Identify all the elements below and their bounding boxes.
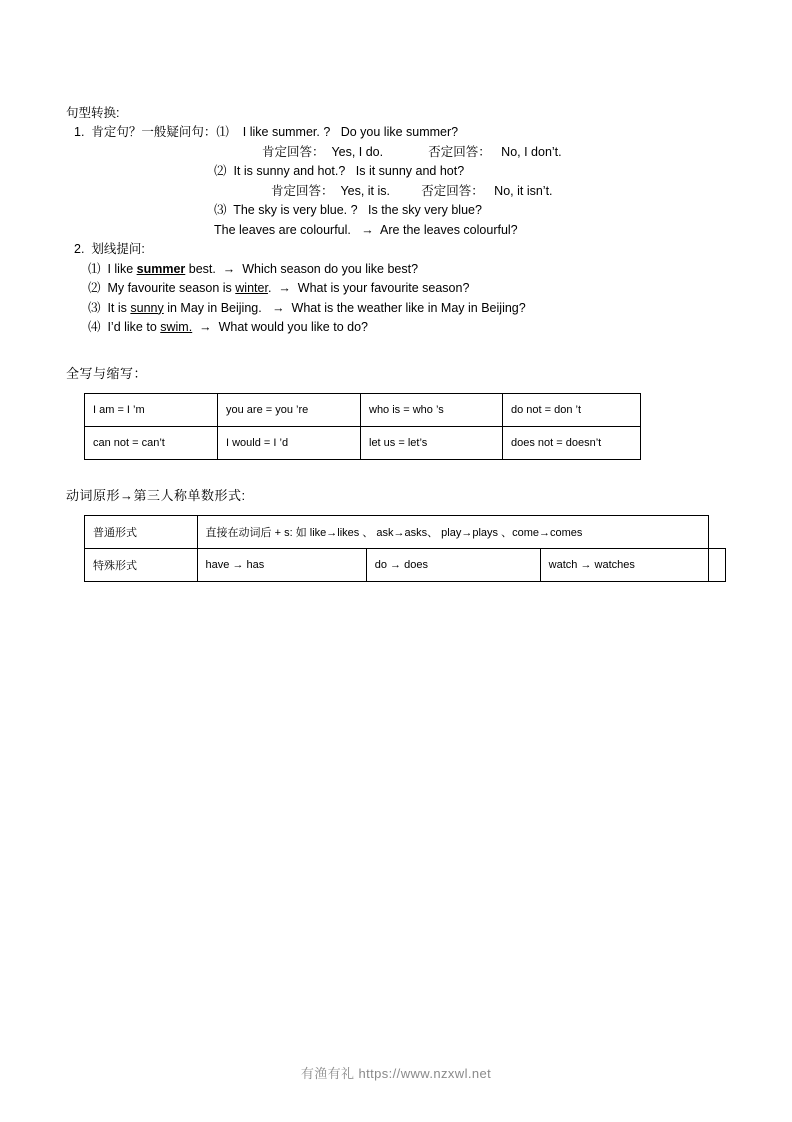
line3-post: in May in Beijing. → What is the weather like in May in Beijing? [163,300,526,315]
line3-mark: sunny [130,300,164,315]
verb-row-label: 普通形式 [85,515,198,548]
verb-cell: watch → watches [540,548,708,581]
verb-row-label: 特殊形式 [85,548,198,581]
spacer-1 [66,338,726,364]
section1-item2-line-3 [66,299,726,319]
section1-item1-line-3: 肯定回答： Yes, it is. 否定回答： No, it isn’t. [271,183,553,198]
section2-title: 全写与缩写： [66,365,148,381]
abbr-cell: let us = let’s [361,426,503,459]
abbr-cell: does not = doesn’t [503,426,641,459]
table-row [85,548,726,581]
line2-pre: ⑵ My favourite season is [88,281,236,295]
verb-form-table [84,515,726,582]
abbr-cell: you are = you ’re [218,393,361,426]
spacer-3 [66,460,726,486]
abbr-cell: can not = can’t [85,426,218,459]
abbr-cell: who is = who ’s [361,393,503,426]
spacer-4 [66,506,726,515]
abbreviation-table [84,393,641,460]
line4-mark: swim. [160,320,193,334]
table-row [85,426,641,459]
section1-item2-line-2 [66,279,726,299]
line1-post: best. → Which season do you like best? [185,261,419,276]
footer-watermark: 有渔有礼 https://www.nzxwl.net [300,1066,492,1081]
section1-item1-label [66,123,726,143]
verb-cell: do → does [366,548,540,581]
item1-label-text: 1. 肯定句？一般疑问句： [74,125,217,139]
section1-title: 句型转换: [66,106,120,120]
section3-title: 动词原形→第三人称单数形式: [66,487,246,503]
line3-pre: ⑶ It is [88,300,131,315]
section1-item1-line-4: ⑶ The sky is very blue. ? Is the sky very blue? [214,203,482,217]
abbr-cell: do not = don ’t [503,393,641,426]
section1-item2-label: 2. 划线提问: [74,242,145,256]
spacer-2 [66,384,726,393]
verb-row-content: 直接在动词后 + s: 如 like→likes 、 ask→asks、 play→plays 、come→comes [197,515,708,548]
line1-mark: summer [136,261,186,276]
section1-item1-line-5: The leaves are colourful. → Are the leaves colourful? [214,222,518,237]
section1-item1-line-1: 肯定回答： Yes, I do. 否定回答： No, I don’t. [262,144,562,159]
abbr-cell: I would = I ’d [218,426,361,459]
line2-mark: winter [235,281,268,295]
abbr-cell: I am = I ’m [85,393,218,426]
line1-pre: ⑴ I like [88,261,137,276]
item1-first-text: ⑴ I like summer. ? Do you like summer? [216,125,459,139]
table-row [85,515,726,548]
section1-item2-line-1 [66,260,726,280]
line2-post: . → What is your favourite season? [267,281,470,295]
verb-cell-empty [709,548,726,581]
line4-pre: ⑷ I’d like to [88,320,161,334]
section1-item2-line-4 [66,318,726,338]
section1-item1-line-2: ⑵ It is sunny and hot.? Is it sunny and hot? [214,164,465,178]
verb-cell: have → has [197,548,366,581]
table-row [85,393,641,426]
line4-post: → What would you like to do? [192,320,368,334]
